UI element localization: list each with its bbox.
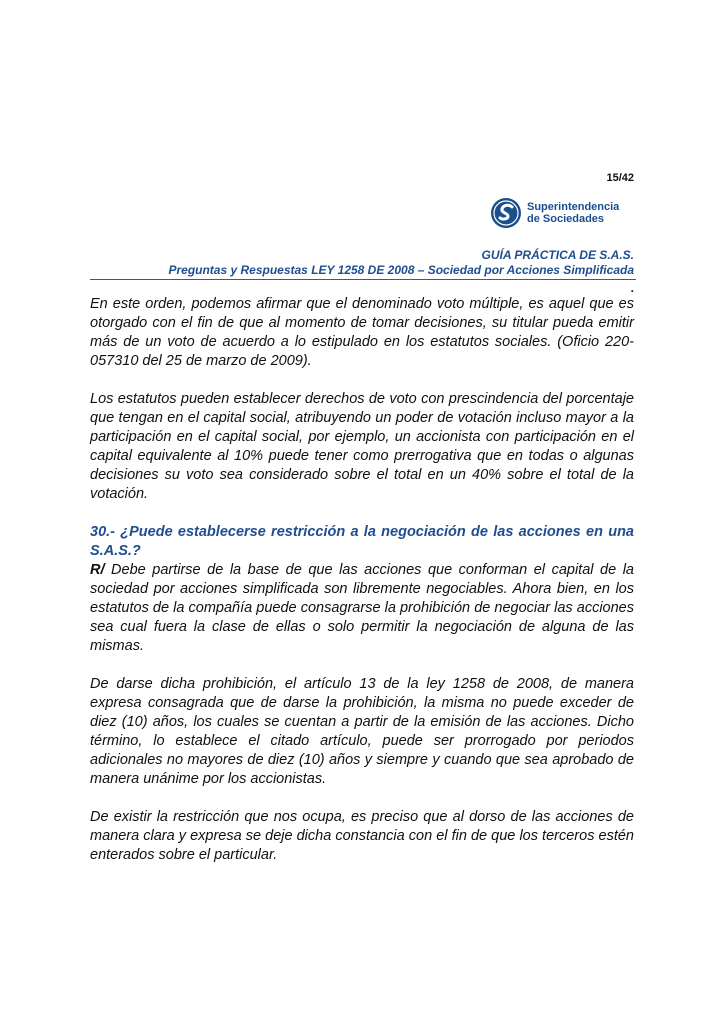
- answer-label: R/: [90, 562, 105, 578]
- answer-text: Debe partirse de la base de que las acciones que conforman el capital de la sociedad por acciones simplificada son libremente negociables. Ahora bien, en los estatutos de la compañía puede consagrarse la prohibición de negociar las acciones sea cual fuera la clase de ellas o solo permitir la negociación de alguna de las mismas.: [90, 562, 634, 654]
- paragraph-prohibicion: De darse dicha prohibición, el artículo 13 de la ley 1258 de 2008, de manera expresa consagrada que de darse la prohibición, la misma no puede exceder de diez (10) años, los cuales se cuentan a partir de la emisión de las acciones. Dicho término, lo establece el citado artículo, puede ser prorrogado por periodos adicionales no mayores de diez (10) años y siempre y cuando que sea aprobado de manera unánime por los accionistas.: [90, 676, 634, 787]
- header-divider: [90, 279, 636, 280]
- logo-line-2: de Sociedades: [527, 213, 605, 225]
- paragraph-restriccion: De existir la restricción que nos ocupa, es preciso que al dorso de las acciones de manera clara y expresa se deje dicha constancia con el fin de que los terceros estén enterados sobre el particular.: [90, 809, 634, 863]
- paragraph-estatutos: Los estatutos pueden establecer derechos de voto con prescindencia del porcentaje que tengan en el capital social, atribuyendo un poder de votación incluso mayor a la participación en el capital social, por ejemplo, un accionista con participación en el capital equivalente al 10% puede tener como prerrogativa que en todas o algunas decisiones su voto sea considerado sobre el total en un 40% sobre el total de la votación.: [90, 391, 634, 502]
- logo-text: [527, 201, 619, 225]
- superintendencia-logo: [490, 195, 640, 231]
- question-30: 30.- ¿Puede establecerse restricción a la negociación de las acciones en una S.A.S.?: [90, 524, 634, 559]
- answer-paragraph: [90, 561, 634, 656]
- document-body: [90, 295, 634, 865]
- guide-title: GUÍA PRÁCTICA DE S.A.S.: [481, 248, 634, 262]
- logo-swirl-icon: [490, 197, 522, 229]
- page-number: 15/42: [606, 172, 634, 184]
- header-dot: .: [630, 281, 634, 295]
- guide-subtitle: Preguntas y Respuestas LEY 1258 DE 2008 – Sociedad por Acciones Simplificada: [168, 263, 634, 277]
- paragraph-voto-multiple: En este orden, podemos afirmar que el denominado voto múltiple, es aquel que es otorgado con el fin de que al momento de tomar decisiones, su titular pueda emitir más de un voto de acuerdo a lo estipulado en los estatutos sociales. (Oficio 220-057310 del 25 de marzo de 2009).: [90, 296, 634, 369]
- logo-line-1: Superintendencia: [527, 201, 620, 213]
